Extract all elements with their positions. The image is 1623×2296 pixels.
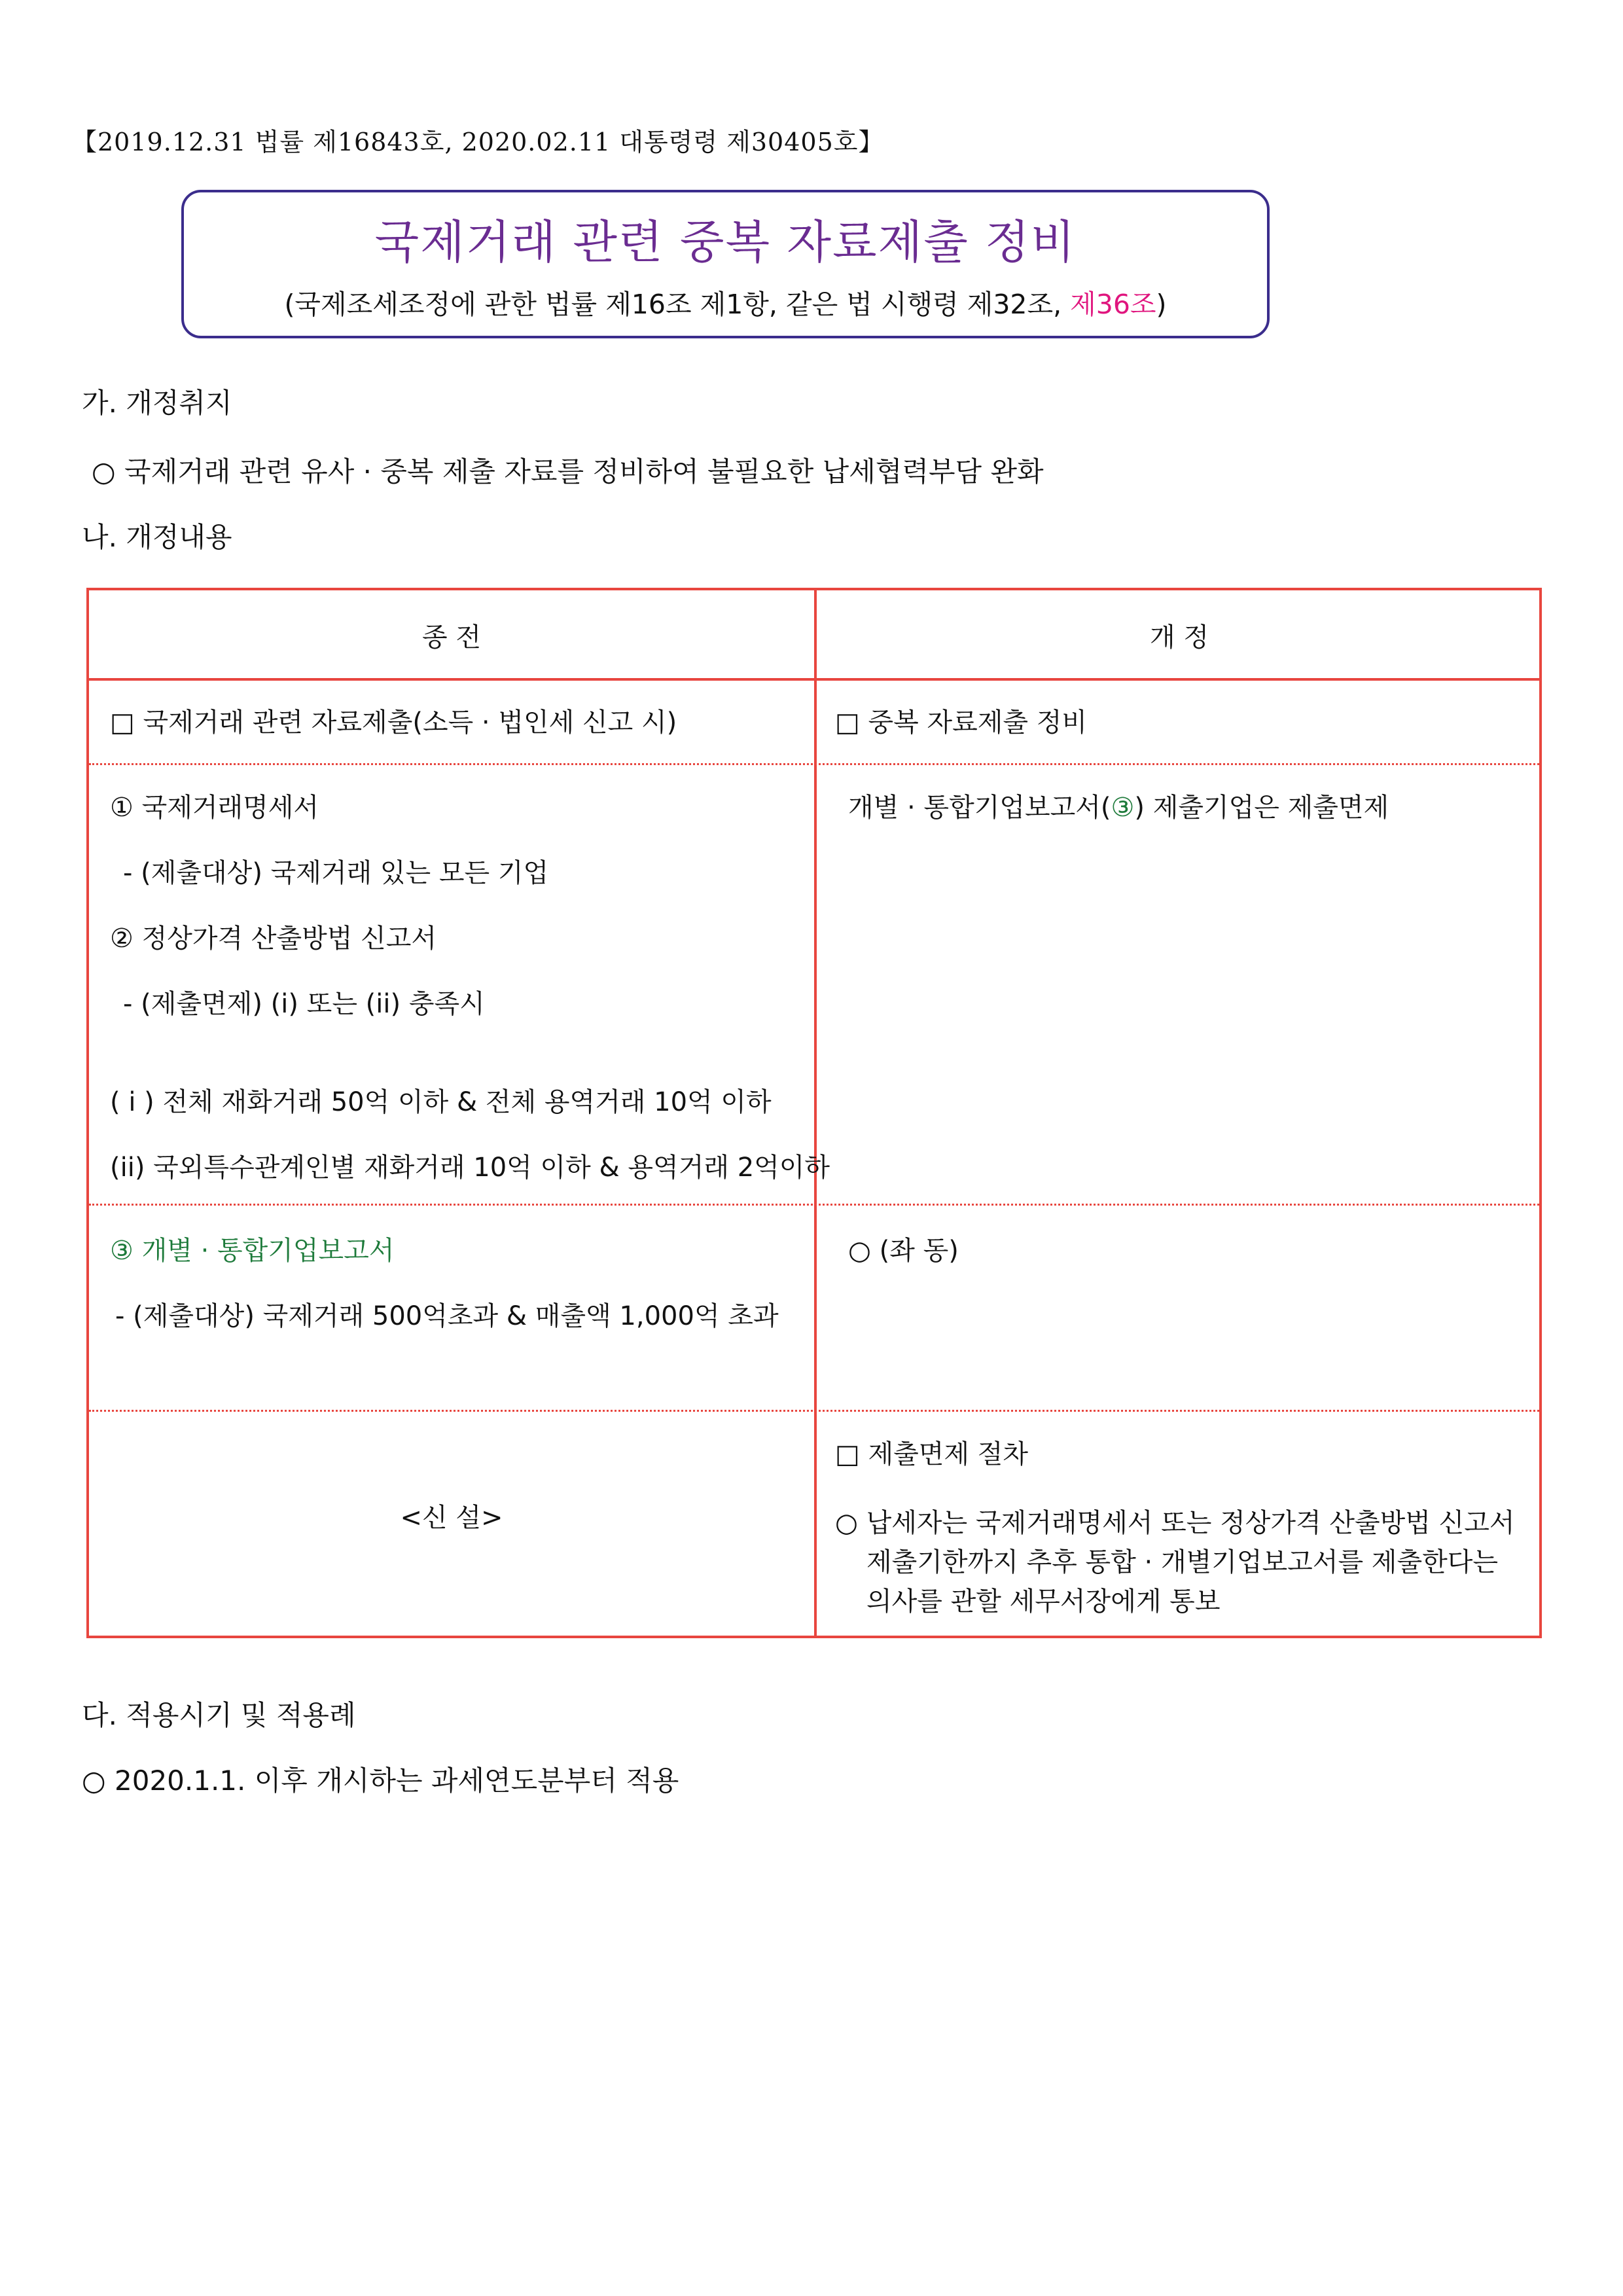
subtitle-end: ) [1156,289,1167,320]
condition-i: ( i ) 전체 재화거래 50억 이하 & 전체 용역거래 10억 이하 [110,1087,772,1117]
item3-detail: - (제출대상) 국제거래 500억초과 & 매출액 1,000억 초과 [115,1301,779,1331]
row4-after-line1: ○ 납세자는 국제거래명세서 또는 정상가격 산출방법 신고서 [835,1508,1515,1538]
row3-after: ○ (좌 동) [848,1236,959,1266]
row4-after-heading: □ 제출면제 절차 [835,1439,1029,1469]
item2-detail: - (제출면제) (i) 또는 (ii) 충족시 [123,989,485,1019]
table-row-divider [89,763,1539,765]
page-title: 국제거래 관련 중복 자료제출 정비 [374,215,1077,269]
section-b-heading: 나. 개정내용 [82,521,232,553]
section-c-heading: 다. 적용시기 및 적용례 [82,1699,356,1731]
row2-after-pre: 개별 · 통합기업보고서( [848,793,1111,823]
row1-after: □ 중복 자료제출 정비 [835,708,1088,738]
condition-ii: (ii) 국외특수관계인별 재화거래 10억 이하 & 용역거래 2억이하 [110,1153,830,1183]
title-box [181,190,1270,338]
section-a-heading: 가. 개정취지 [82,387,232,419]
header-before: 종 전 [422,622,481,653]
item-master-local-file: ③ 개별 · 통합기업보고서 [110,1236,395,1266]
table-row-divider [89,1204,1539,1206]
revision-table [86,588,1542,1638]
law-reference: 【2019.12.31 법률 제16843호, 2020.02.11 대통령령 제30405호】 [72,128,884,156]
row4-after-line2: 제출기한까지 추후 통합 · 개별기업보고서를 제출한다는 [866,1547,1499,1577]
row1-before: □ 국제거래 관련 자료제출(소득 · 법인세 신고 시) [110,708,677,738]
row4-before-new: <신 설> [400,1503,503,1533]
row2-after [848,787,1389,824]
subtitle-highlight: 제36조 [1070,289,1156,320]
header-after: 개 정 [1150,622,1209,653]
table-row-divider [89,1410,1539,1412]
page-subtitle [184,283,1267,321]
table-column-divider [814,590,817,1636]
item-arms-length-price-report: ② 정상가격 산출방법 신고서 [110,924,437,954]
row2-after-post: ) 제출기업은 제출면제 [1134,793,1389,823]
item-international-transaction-statement: ① 국제거래명세서 [110,793,319,823]
table-header-divider [89,678,1539,681]
item1-detail: - (제출대상) 국제거래 있는 모든 기업 [123,858,549,888]
row4-after-line3: 의사를 관할 세무서장에게 통보 [866,1587,1221,1617]
subtitle-main: (국제조세조정에 관한 법률 제16조 제1항, 같은 법 시행령 제32조, [284,289,1071,320]
section-c-bullet: ○ 2020.1.1. 이후 개시하는 과세연도분부터 적용 [82,1765,679,1797]
row2-after-mark: ③ [1111,793,1135,823]
section-a-bullet: ○ 국제거래 관련 유사 · 중복 제출 자료를 정비하여 불필요한 납세협력부담 완화 [92,456,1044,488]
